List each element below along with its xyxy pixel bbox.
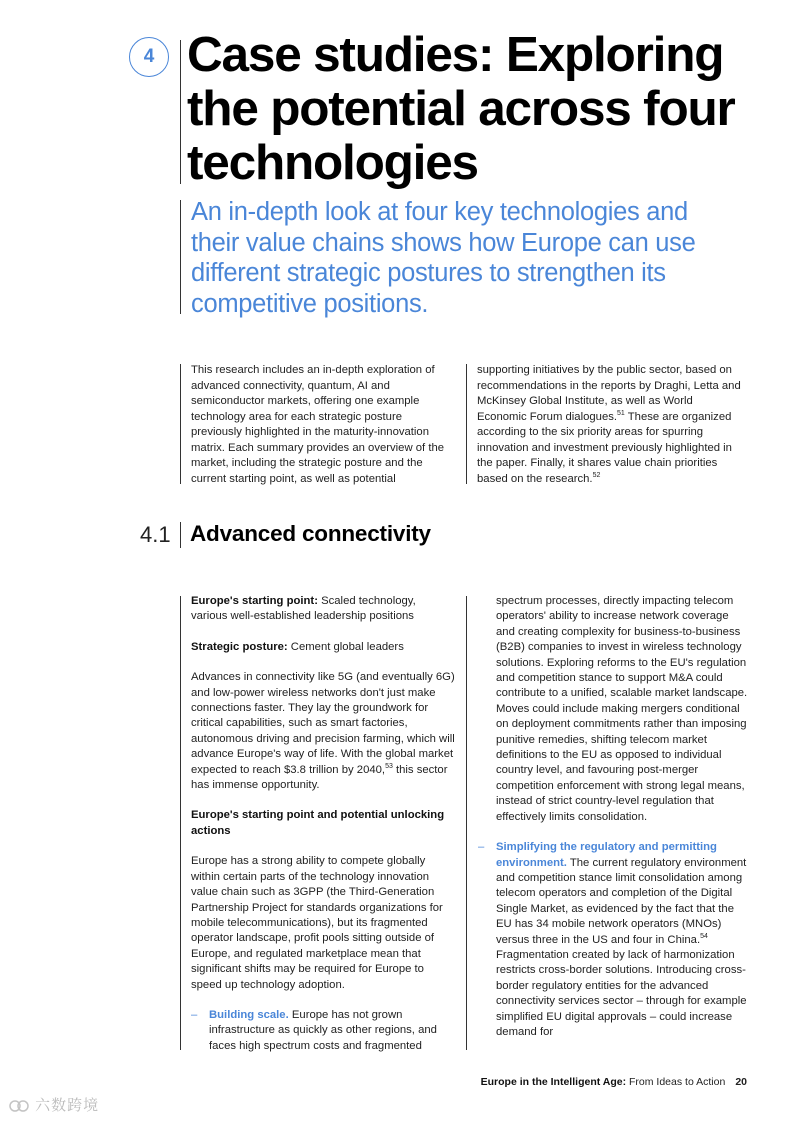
page-subtitle: An in-depth look at four key technologies and their value chains shows how Europe can use different strategic postures to strengthen its competitive positions. [191, 198, 696, 318]
bullet-building-scale [191, 1008, 455, 1054]
bullet-dash: – [478, 841, 485, 854]
bullet-regulatory [478, 840, 748, 1040]
chapter-number-badge [129, 37, 169, 77]
bullet-building-scale-label: Building scale. [209, 1008, 289, 1021]
starting-point-label: Europe's starting point: [191, 595, 318, 607]
connectivity-paragraph-b: this sector has immense opportunity. [191, 763, 448, 792]
body-left-column [191, 594, 455, 1054]
intro-col2-rule [466, 364, 467, 484]
footnote-ref-51: 51 [617, 409, 625, 417]
chapter-number: 4 [143, 46, 155, 67]
body-right-rule [466, 596, 467, 1050]
page-title: Case studies: Exploring the potential across four technologies [187, 27, 735, 190]
intro-col2-text-b: These are organized according to the six priority areas for spurring innovation and investment previously highlighted in the paper. Finally, it shares value chain priorities based on the research. [477, 410, 732, 485]
intro-col2-text-a: supporting initiatives by the public sector, based on recommendations in the reports by Draghi, Letta and McKinsey Global Institute, as well as World Economic Forum dialogues. [477, 364, 741, 423]
page-footer [481, 1076, 747, 1088]
title-rule [180, 40, 181, 184]
competition-paragraph: Europe has a strong ability to compete globally within certain parts of the technology innovation value chain such as 3GPP (the Third-Generation Partnership Project for standards organizations for mobile telecommunications), but its fragmented operator landscape, profit pools sitting outside of Europe, and regulated marketplace mean that significant shifts may be required for Europe to speed up technology adoption. [191, 855, 443, 991]
connectivity-paragraph-a: Advances in connectivity like 5G (and eventually 6G) and low-power wireless networks don't just make connections faster. They lay the groundwork for critical capabilities, such as smart factories, autonomous driving and precision farming, which will advance Europe's way of life. With the global market expected to reach $3.8 trillion by 2040, [191, 671, 455, 776]
starting-point-text: Scaled technology, various well-established leadership positions [191, 595, 416, 623]
bullet-regulatory-text-b: Fragmentation created by lack of harmonization restricts cross-border solutions. Introducing cross-border regulatory entities for the advanced connectivity services sector – through for example simplified EU digital approvals – could increase demand for [496, 948, 747, 1038]
watermark-logo-icon [8, 1099, 30, 1113]
page-number: 20 [735, 1076, 747, 1088]
report-subtitle: From Ideas to Action [626, 1076, 726, 1088]
bullet-dash: – [191, 1008, 198, 1021]
section-rule [180, 522, 181, 548]
subsection-heading: Europe's starting point and potential unlocking actions [191, 809, 445, 837]
body-left-rule [180, 596, 181, 1050]
footnote-ref-52: 52 [592, 471, 601, 479]
bullet-regulatory-text-a: The current regulatory environment and competition stance limit consolidation among telecom operators and completion of the Digital Single Market, as evidenced by the fact that the EU has 34 mobile network operators (MNOs) versus three in the US and four in China. [496, 856, 747, 946]
watermark [8, 1094, 99, 1115]
intro-column-1: This research includes an in-depth exploration of advanced connectivity, quantum, AI and semiconductor markets, offering one example technology area for each strategic posture previously highlighted in the maturity-innovation matrix. Each summary provides an overview of the market, including the strategic posture and the current starting point, as well as potential [191, 364, 445, 485]
body-right-column [478, 594, 748, 1040]
subtitle-rule [180, 200, 181, 314]
bullet-regulatory-label: Simplifying the regulatory and permitting environment. [496, 841, 717, 869]
section-number: 4.1 [140, 522, 171, 547]
merger-paragraph: spectrum processes, directly impacting telecom operators' ability to increase network coverage and creating complexity for business-to-business (B2B) companies to invest in wireless technology solutions. Exploring reforms to the EU's regulation and competition stance to support M&A could contribute to a unified, scalable market landscape. Moves could include making mergers conditional on deployment commitments rather than imposing punitive remedies, shifting telecom market definitions to the EU as opposed to individual country level, and favouring post-merger competition enforcement with strong legal means, instead of strict country-level regulation that effectively limits consolidation. [496, 595, 748, 823]
strategic-posture [191, 640, 455, 655]
watermark-text: 六数跨境 [35, 1097, 100, 1114]
strategic-posture-label: Strategic posture: [191, 640, 288, 653]
bullet-building-scale-text: Europe has not grown infrastructure as quickly as other regions, and faces high spectrum costs and fragmented [209, 1008, 437, 1052]
connectivity-paragraph [191, 670, 455, 793]
footnote-ref-53: 53 [385, 762, 393, 770]
strategic-posture-text: Cement global leaders [287, 640, 404, 653]
footnote-ref-54: 54 [700, 932, 708, 940]
intro-col1-rule [180, 364, 181, 484]
intro-column-2 [477, 363, 745, 487]
starting-point [191, 594, 455, 625]
report-title: Europe in the Intelligent Age: [480, 1076, 627, 1088]
section-title: Advanced connectivity [190, 521, 431, 546]
